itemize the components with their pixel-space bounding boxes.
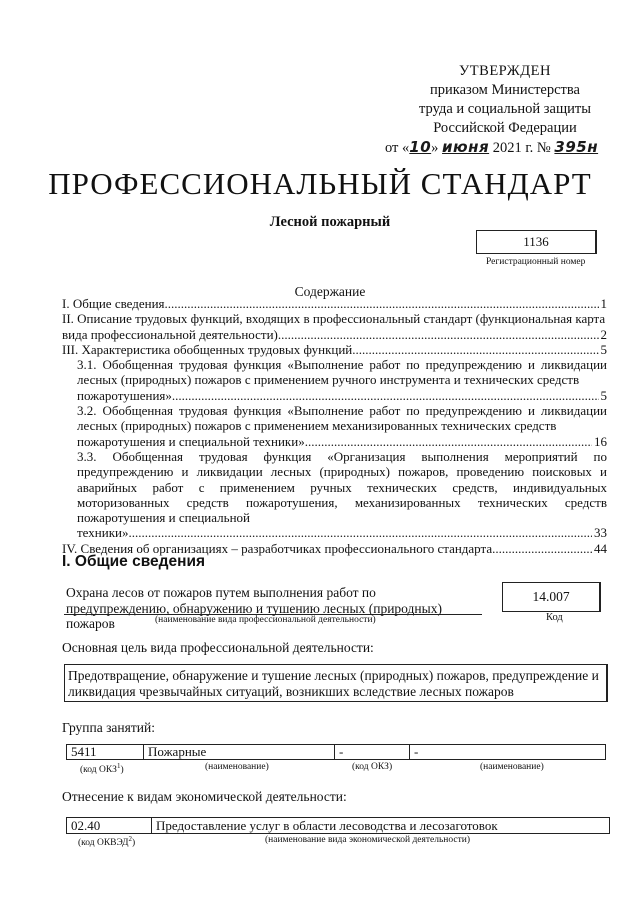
handwritten-day: 10 — [409, 138, 432, 156]
toc-page: 5 — [600, 387, 607, 403]
toc-page: 1 — [600, 296, 607, 311]
toc-page: 2 — [600, 326, 607, 342]
activity-kind-label: (наименование вида профессиональной деятельности) — [155, 615, 376, 625]
toc-item[interactable]: III. Характеристика обобщенных трудовых функций ..... 5 — [62, 342, 607, 357]
approval-line: труда и социальной защиты — [419, 101, 591, 117]
okz-code-label: (код ОКЗ) — [352, 762, 393, 772]
section-heading: I. Общие сведения — [62, 553, 206, 570]
registration-number-label: Регистрационный номер — [486, 257, 586, 267]
toc-page: 33 — [594, 525, 607, 541]
approval-line: Российской Федерации — [433, 120, 577, 136]
okz-name-cell: Пожарные — [144, 745, 335, 760]
okz-name-label: (наименование) — [480, 762, 544, 772]
economic-activity-table — [66, 817, 610, 834]
okz-name-label: (наименование) — [205, 762, 269, 772]
document-title: ПРОФЕССИОНАЛЬНЫЙ СТАНДАРТ — [48, 166, 592, 201]
approval-title: УТВЕРЖДЕН — [459, 63, 551, 79]
economic-activity-heading: Отнесение к видам экономической деятельности: — [62, 789, 347, 804]
table-row — [67, 818, 610, 834]
table-row — [67, 745, 606, 760]
toc-item[interactable]: I. Общие сведения ..... 1 — [62, 296, 607, 311]
okz-code-cell: - — [335, 745, 410, 760]
registration-number-box: 1136 — [476, 230, 597, 254]
document-subtitle: Лесной пожарный — [269, 214, 391, 230]
occupation-group-table — [66, 744, 606, 760]
occupation-group-heading: Группа занятий: — [62, 720, 155, 735]
okz-code-cell: 5411 — [67, 745, 144, 760]
toc-page: 16 — [594, 433, 607, 449]
toc-item-text: 3.2. Обобщенная трудовая функция «Выполнение работ по предупреждению и ликвидации лесных (природных) пожаров с применением механизированных технических средств — [77, 403, 607, 434]
handwritten-order-number: 395н — [554, 138, 599, 156]
table-of-contents — [62, 296, 607, 556]
toc-item[interactable]: техники» ..... 33 — [77, 525, 607, 540]
okved-code-label: (код ОКВЭД$^2$) — [78, 835, 136, 849]
date-prefix: от « — [385, 140, 410, 156]
toc-item-text: 3.1. Обобщенная трудовая функция «Выполнение работ по предупреждению и ликвидации лесных (природных) пожаров с применением ручного инструмента и технических средств — [77, 357, 607, 388]
goal-box: Предотвращение, обнаружение и тушение лесных (природных) пожаров, предупреждение и ликвидация чрезвычайных ситуаций, возникших вследствие лесных пожаров — [64, 664, 608, 702]
toc-item-text: II. Описание трудовых функций, входящих в профессиональный стандарт (функциональная карта — [62, 311, 606, 327]
toc-item-text: 3.3. Обобщенная трудовая функция «Организация выполнения мероприятий по предупреждению и ликвидации лесных (природных) пожаров, проведению поисковых и аварийных работ с применением ручных технических средств, индивидуальных моторизованных средств пожаротушения, механизированных технических средств пожаротушения и специальной — [77, 448, 607, 526]
approval-stamp — [385, 62, 625, 158]
okved-name-label: (наименование вида экономической деятельности) — [265, 835, 470, 845]
date-mid: » — [431, 140, 439, 156]
date-year: 2021 г. № — [492, 140, 551, 156]
toc-item[interactable]: вида профессиональной деятельности) ..... 2 — [62, 327, 607, 342]
activity-code-box: 14.007 — [502, 582, 601, 612]
okz-name-cell: - — [410, 745, 606, 760]
okved-code-cell: 02.40 — [67, 818, 152, 834]
activity-code-label: Код — [546, 612, 563, 623]
toc-page: 5 — [600, 341, 607, 357]
approval-line: приказом Министерства — [430, 82, 580, 98]
toc-item[interactable]: пожаротушения и специальной техники» ..... 16 — [77, 434, 607, 449]
toc-item[interactable]: пожаротушения» ..... 5 — [77, 388, 607, 403]
approval-date-line — [385, 138, 625, 158]
contents-heading: Содержание — [294, 284, 366, 299]
toc-item[interactable]: IV. Сведения об организациях – разработчиках профессионального стандарта ..... 44 — [62, 541, 607, 556]
okz-code-label: (код ОКЗ$^1$) — [80, 762, 124, 776]
toc-page: 44 — [594, 540, 607, 556]
okved-name-cell: Предоставление услуг в области лесоводства и лесозаготовок — [152, 818, 610, 834]
goal-heading: Основная цель вида профессиональной деятельности: — [62, 640, 374, 655]
activity-kind-text: Охрана лесов от пожаров путем выполнения работ по предупреждению, обнаружению и тушению лесных (природных) пожаров — [66, 585, 442, 631]
handwritten-month: июня — [442, 138, 490, 156]
